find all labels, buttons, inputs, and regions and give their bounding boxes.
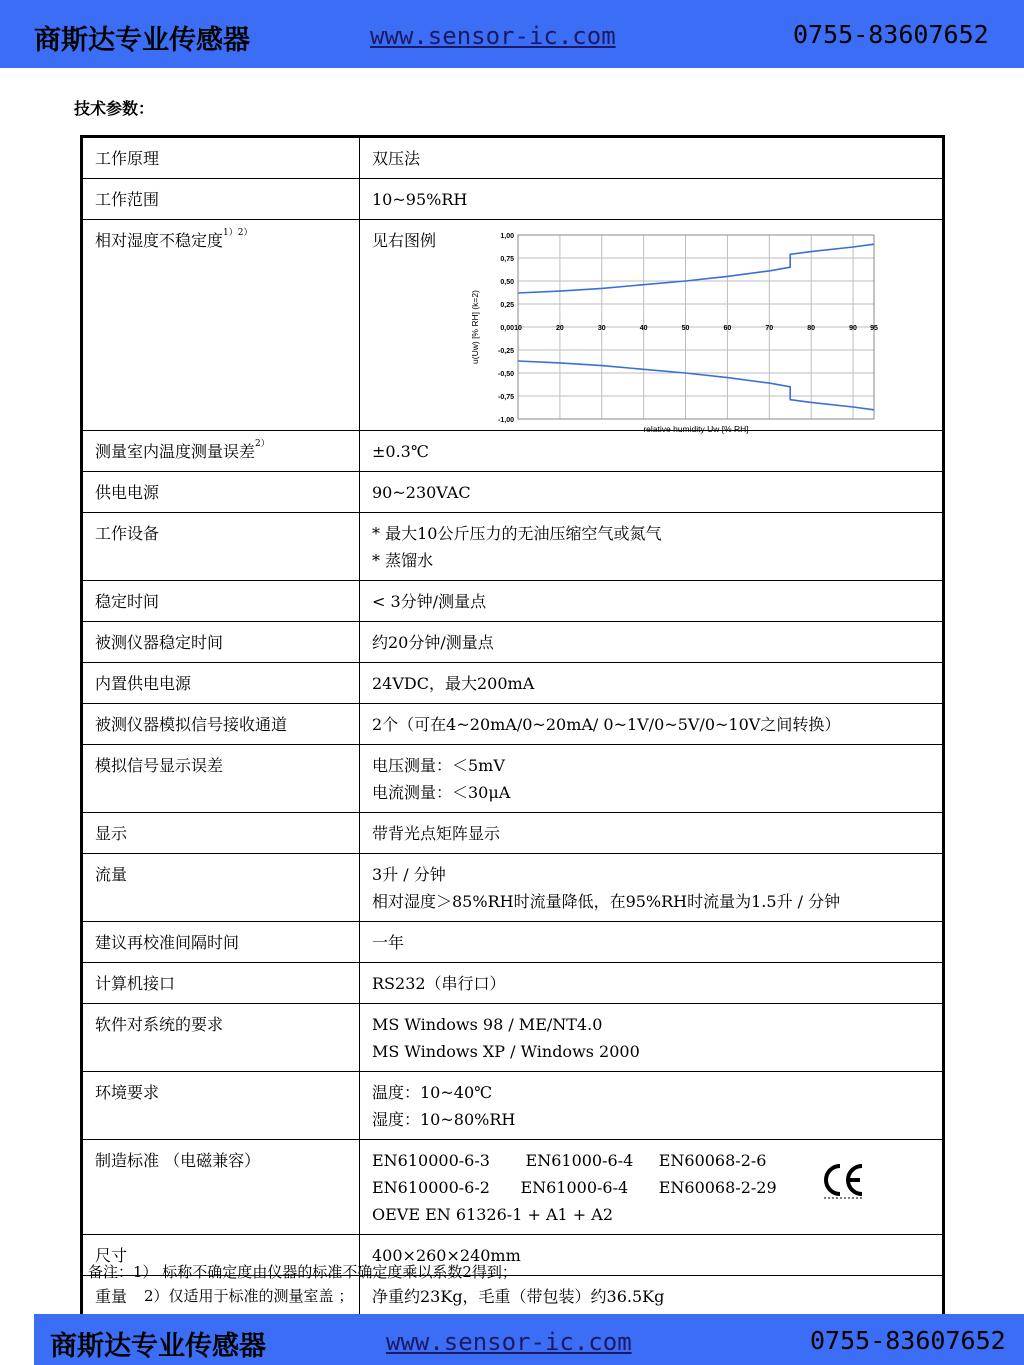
phone-number: 0755-83607652 (793, 20, 989, 49)
spec-key-label: 工作原理 (95, 149, 160, 168)
spec-value (360, 1140, 944, 1235)
spec-value (360, 922, 944, 963)
spec-value-line: * 蒸馏水 (372, 551, 434, 570)
table-row (82, 220, 944, 431)
spec-value-line: OEVE EN 61326-1 + A1 + A2 (372, 1205, 613, 1224)
y-tick-label: -0,50 (498, 371, 514, 378)
x-tick-label: 30 (597, 325, 606, 332)
y-tick-label: 0,25 (500, 302, 514, 309)
spec-key (82, 137, 360, 179)
spec-key (82, 431, 360, 472)
section-title: 技术参数： (74, 99, 155, 118)
footnote-ref: 1）2） (223, 228, 253, 238)
spec-value-line: 2个（可在4~20mA/0~20mA/ 0~1V/0~5V/0~10V之间转换） (372, 715, 841, 734)
spec-value-line: 10~95%RH (372, 190, 468, 209)
spec-key (82, 581, 360, 622)
spec-value-line: EN610000-6-3 EN61000-6-4 EN60068-2-6 (372, 1151, 767, 1170)
spec-key-label: 模拟信号显示误差 (95, 756, 224, 775)
spec-value-line: 带背光点矩阵显示 (372, 824, 501, 843)
table-row (82, 704, 944, 745)
x-tick-label: 10 (514, 325, 522, 332)
table-row (82, 922, 944, 963)
brand-name: 商斯达专业传感器 (34, 25, 250, 56)
spec-value-line: RS232（串行口） (372, 974, 506, 993)
table-row (82, 513, 944, 581)
spec-key-label: 工作范围 (95, 190, 160, 209)
spec-value (360, 813, 944, 854)
spec-key-label: 工作设备 (95, 524, 160, 543)
table-row (82, 745, 944, 813)
spec-value-line: 相对湿度＞85%RH时流量降低，在95%RH时流量为1.5升 / 分钟 (372, 892, 841, 911)
spec-value-line: 双压法 (372, 149, 421, 168)
spec-value-line: EN610000-6-2 EN61000-6-4 EN60068-2-29 (372, 1178, 777, 1197)
footnotes (88, 1260, 517, 1308)
spec-key (82, 745, 360, 813)
x-tick-label: 95 (870, 325, 878, 332)
table-row (82, 1004, 944, 1072)
footer-phone-number: 0755-83607652 (810, 1326, 1006, 1355)
spec-value-line: 24VDC，最大200mA (372, 674, 535, 693)
table-row (82, 663, 944, 704)
y-tick-label: 0,75 (500, 256, 514, 263)
spec-key-label: 稳定时间 (95, 592, 160, 611)
spec-key (82, 622, 360, 663)
spec-key-label: 供电电源 (95, 483, 160, 502)
spec-value (360, 581, 944, 622)
y-tick-label: 1,00 (500, 233, 514, 240)
spec-value (360, 220, 944, 434)
y-tick-label: -1,00 (498, 417, 514, 424)
footer-website-link[interactable]: www.sensor-ic.com (386, 1328, 632, 1356)
spec-key-label: 环境要求 (95, 1083, 160, 1102)
x-tick-label: 20 (555, 325, 564, 332)
footnote-1: 备注：1） 标称不确定度由仪器的标准不确定度乘以系数2得到； (88, 1263, 517, 1281)
spec-key-label: 测量室内温度测量误差 (95, 442, 256, 461)
spec-value (360, 963, 944, 1004)
table-row (82, 179, 944, 220)
table-row (82, 963, 944, 1004)
spec-key-label: 计算机接口 (95, 974, 176, 993)
footer-brand-name: 商斯达专业传感器 (50, 1331, 266, 1362)
y-tick-label: -0,25 (498, 348, 514, 355)
spec-value (360, 179, 944, 220)
spec-key (82, 1004, 360, 1072)
table-row (82, 1140, 944, 1235)
spec-key (82, 963, 360, 1004)
y-tick-label: 0,50 (500, 279, 514, 286)
spec-key-label: 内置供电电源 (95, 674, 192, 693)
website-link[interactable]: www.sensor-ic.com (370, 22, 616, 50)
spec-value-line: * 最大10公斤压力的无油压缩空气或氮气 (372, 524, 662, 543)
spec-value-line: 见右图例 (372, 231, 437, 250)
spec-key-label: 被测仪器模拟信号接收通道 (95, 715, 288, 734)
x-tick-label: 70 (765, 325, 774, 332)
y-axis-label: u(Uw) [% RH] (k=2) (470, 290, 480, 364)
spec-key (82, 472, 360, 513)
spec-value (360, 1072, 944, 1140)
spec-value (360, 1004, 944, 1072)
x-tick-label: 60 (723, 325, 732, 332)
spec-value-line: 电压测量：＜5mV (372, 756, 505, 775)
x-tick-label: 50 (681, 325, 690, 332)
spec-value (360, 854, 944, 922)
table-row (82, 854, 944, 922)
table-row (82, 581, 944, 622)
uncertainty-chart (456, 225, 896, 437)
ce-mark-icon (822, 1160, 866, 1200)
spec-value (360, 704, 944, 745)
spec-value-line: < 3分钟/测量点 (372, 592, 487, 611)
spec-value (360, 137, 944, 179)
y-tick-label: -0,75 (498, 394, 514, 401)
footer-band (34, 1314, 1024, 1365)
spec-value-line: 400×260×240mm (372, 1246, 521, 1265)
spec-key-label: 软件对系统的要求 (95, 1015, 224, 1034)
table-row (82, 137, 944, 179)
footnote-ref: 2） (255, 439, 270, 449)
spec-table (80, 135, 945, 1319)
table-row (82, 622, 944, 663)
spec-value-line: 90~230VAC (372, 483, 471, 502)
spec-value-line: 约20分钟/测量点 (372, 633, 494, 652)
x-axis-label: relative humidity Uw [% RH] (643, 424, 749, 434)
spec-key-label: 相对湿度不稳定度 (95, 231, 224, 250)
spec-key-label: 重量 (95, 1287, 128, 1306)
spec-key-label: 制造标准 （电磁兼容） (95, 1151, 261, 1170)
y-tick-label: 0,00 (500, 325, 514, 332)
spec-key-label: 显示 (95, 824, 128, 843)
spec-key-label: 尺寸 (95, 1246, 128, 1265)
spec-value-line: MS Windows 98 / ME/NT4.0 (372, 1015, 603, 1034)
spec-key (82, 854, 360, 922)
spec-value-line: 湿度：10~80%RH (372, 1110, 516, 1129)
spec-value-line: 净重约23Kg，毛重（带包装）约36.5Kg (372, 1287, 665, 1306)
spec-key (82, 1072, 360, 1140)
spec-key (82, 1140, 360, 1235)
spec-key (82, 220, 360, 431)
table-row (82, 1072, 944, 1140)
spec-key (82, 663, 360, 704)
x-tick-label: 40 (639, 325, 648, 332)
spec-value-line: 3升 / 分钟 (372, 865, 446, 884)
spec-value-line: 电流测量：＜30μA (372, 783, 511, 802)
x-tick-label: 90 (849, 325, 857, 332)
spec-value (360, 745, 944, 813)
spec-value (360, 513, 944, 581)
x-tick-label: 80 (807, 325, 816, 332)
spec-value-line: 一年 (372, 933, 405, 952)
footnote-2: 2）仅适用于标准的测量室盖 ； (144, 1287, 354, 1305)
spec-value (360, 663, 944, 704)
spec-value (360, 472, 944, 513)
spec-key (82, 813, 360, 854)
spec-key-label: 流量 (95, 865, 128, 884)
header-band (0, 0, 1024, 68)
spec-key (82, 922, 360, 963)
spec-value-line: MS Windows XP / Windows 2000 (372, 1042, 640, 1061)
spec-key (82, 704, 360, 745)
table-row (82, 813, 944, 854)
spec-value-line: 温度：10~40℃ (372, 1083, 493, 1102)
spec-key-label: 建议再校准间隔时间 (95, 933, 240, 952)
spec-key (82, 513, 360, 581)
upper-bound-line (518, 244, 874, 293)
spec-value-line: ±0.3℃ (372, 442, 429, 461)
spec-key (82, 179, 360, 220)
spec-value (360, 622, 944, 663)
spec-key-label: 被测仪器稳定时间 (95, 633, 224, 652)
lower-bound-line (518, 361, 874, 410)
table-row (82, 472, 944, 513)
